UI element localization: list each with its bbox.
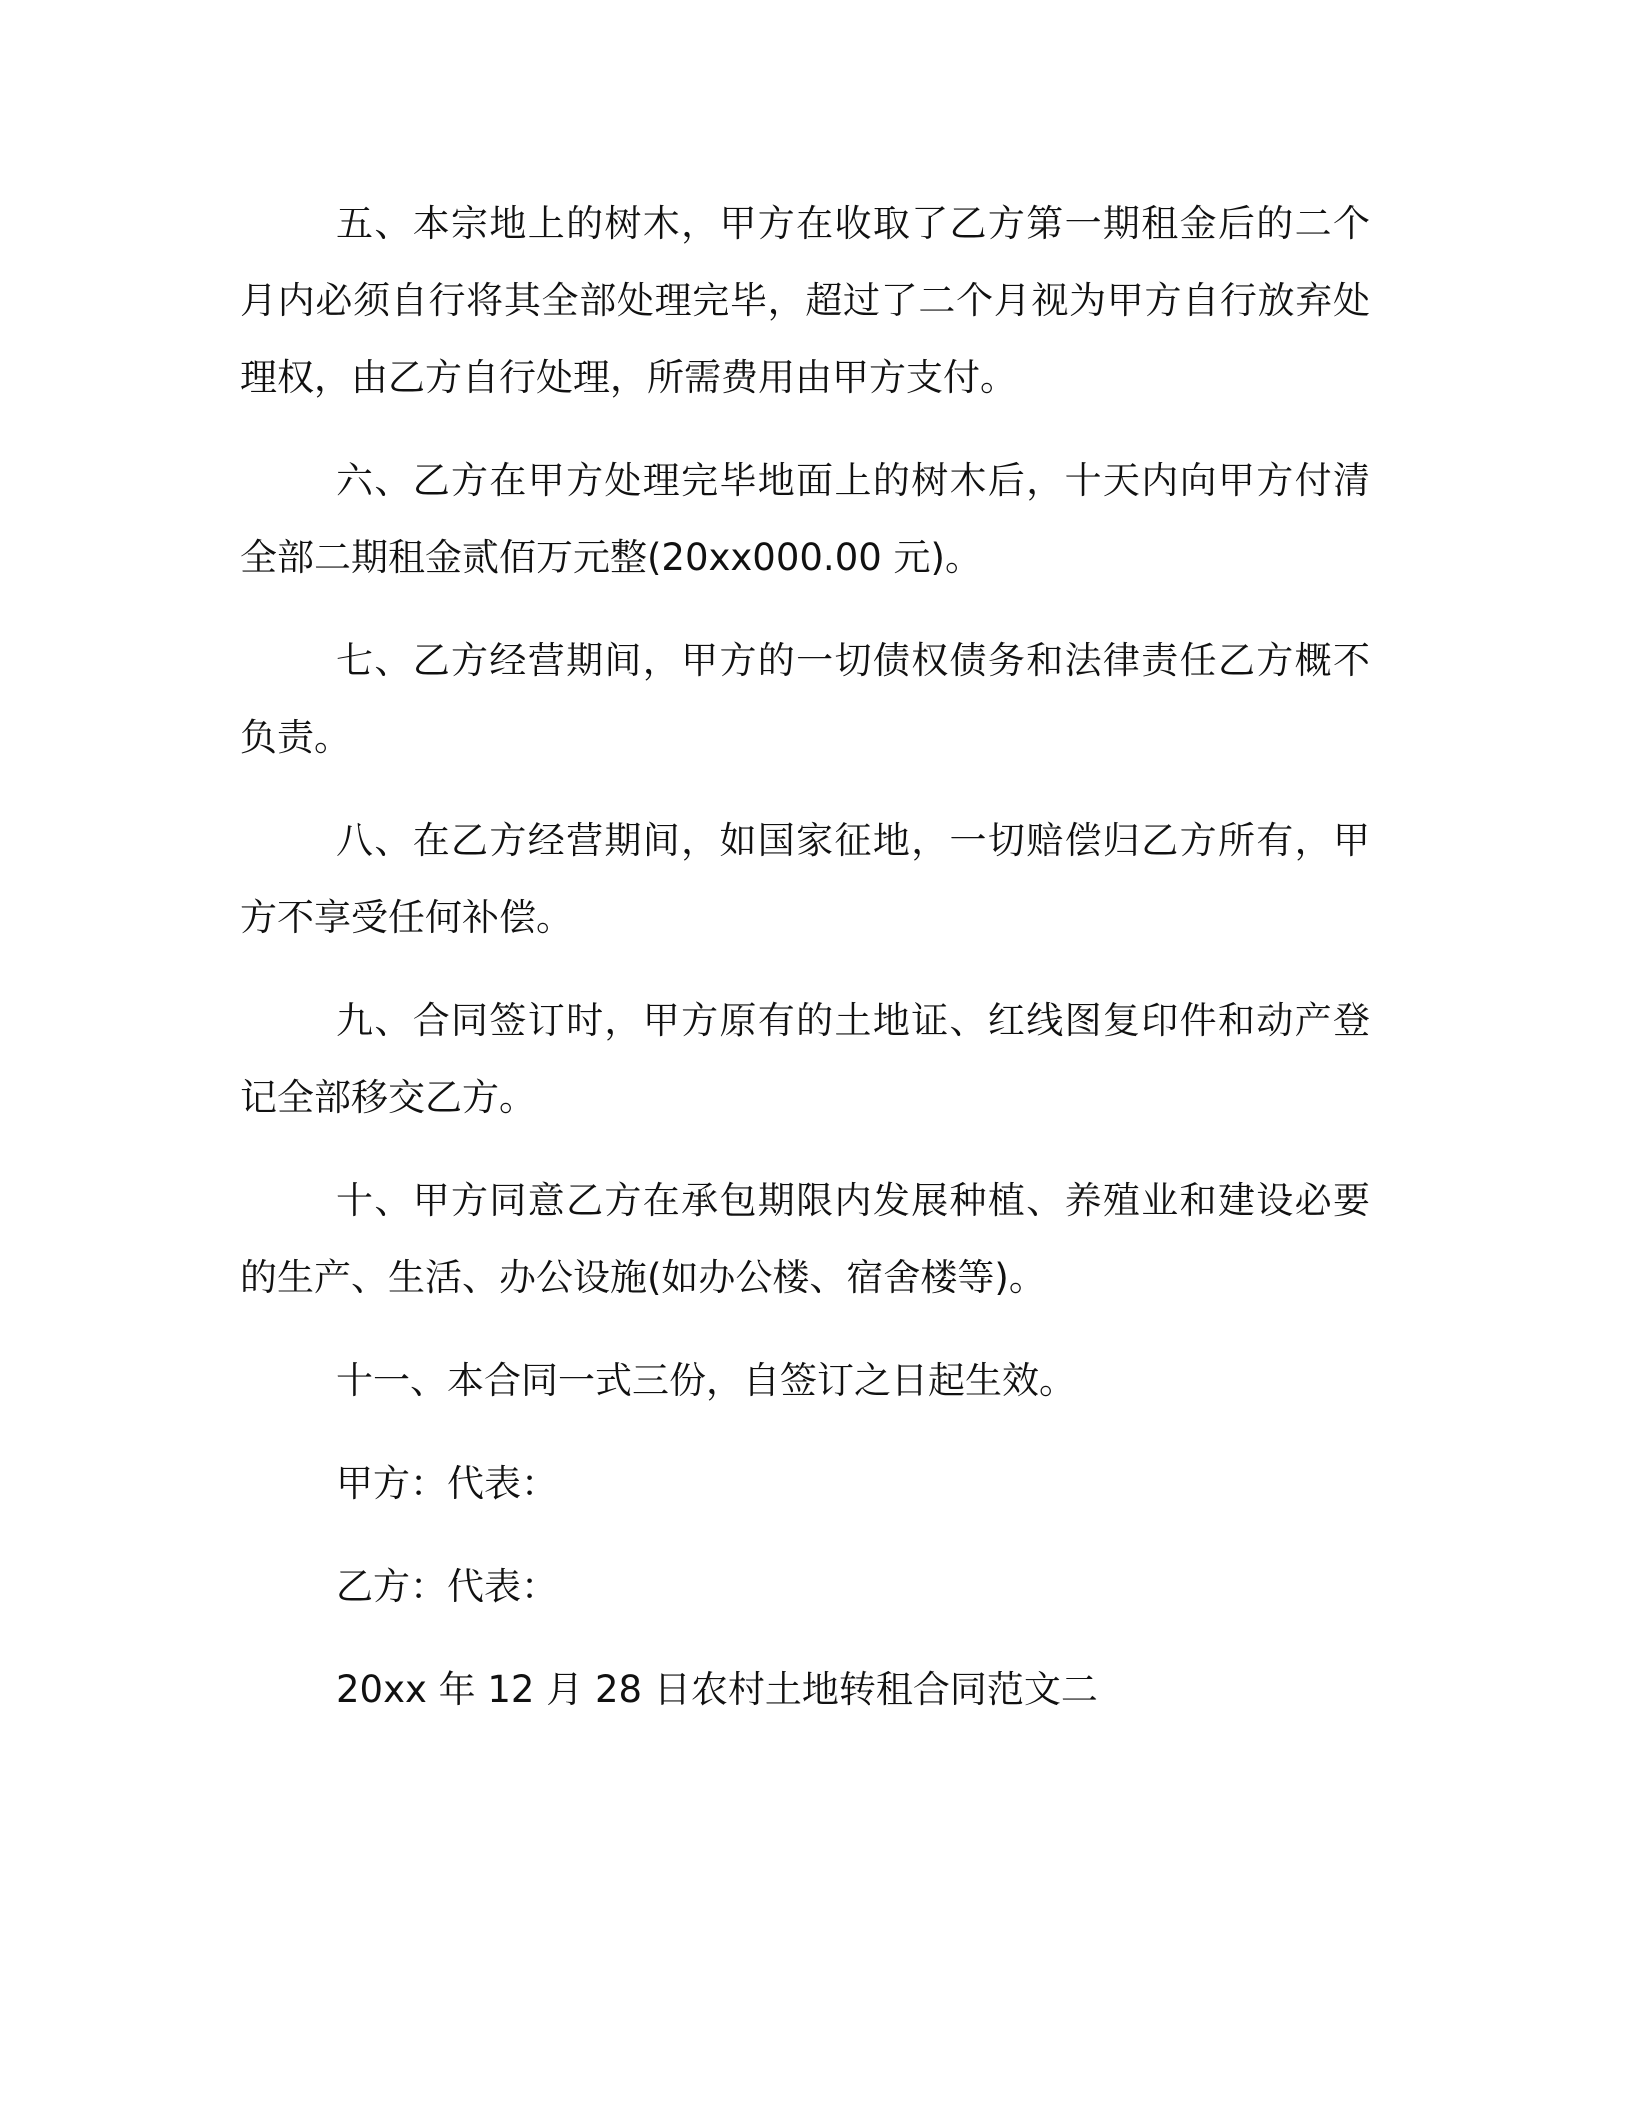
- clause-10: 十、甲方同意乙方在承包期限内发展种植、养殖业和建设必要的生产、生活、办公设施(如办公楼、宿舍楼等)。: [240, 1179, 1370, 1299]
- clause-7: 七、乙方经营期间，甲方的一切债权债务和法律责任乙方概不负责。: [240, 639, 1370, 759]
- document-body: [240, 185, 1370, 1754]
- clause-6: 六、乙方在甲方处理完毕地面上的树木后，十天内向甲方付清全部二期租金贰佰万元整(20xx000.00 元)。: [240, 459, 1370, 579]
- party-b-signature-line: 乙方：代表：: [336, 1565, 558, 1608]
- clause-11: 十一、本合同一式三份，自签订之日起生效。: [336, 1359, 1076, 1402]
- party-a-signature-line: 甲方：代表：: [336, 1462, 558, 1505]
- clause-8: 八、在乙方经营期间，如国家征地，一切赔偿归乙方所有，甲方不享受任何补偿。: [240, 819, 1370, 939]
- clause-5: 五、本宗地上的树木，甲方在收取了乙方第一期租金后的二个月内必须自行将其全部处理完毕，超过了二个月视为甲方自行放弃处理权，由乙方自行处理，所需费用由甲方支付。: [240, 202, 1370, 399]
- date-and-title-line: 20xx 年 12 月 28 日农村土地转租合同范文二: [336, 1668, 1098, 1711]
- clause-9: 九、合同签订时，甲方原有的土地证、红线图复印件和动产登记全部移交乙方。: [240, 999, 1370, 1119]
